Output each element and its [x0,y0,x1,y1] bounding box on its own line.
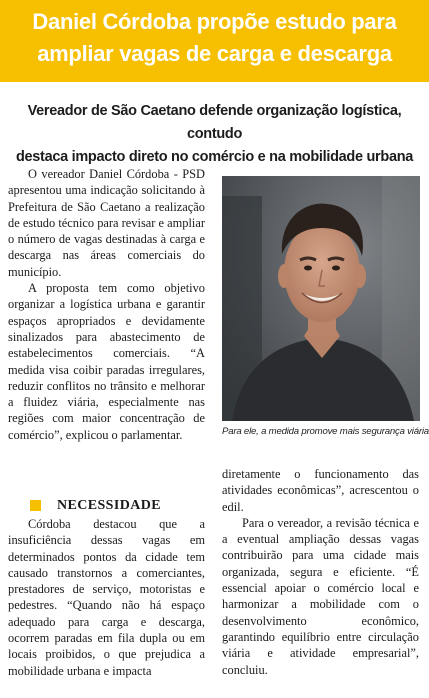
article-paragraph-3-continuation: diretamente o funcionamento das atividades econômicas”, acrescentou o edil. [222,467,419,514]
subheadline-line-2: destaca impacto direto no comércio e na mobilidade urbana [15,149,414,165]
article-column-right [222,466,419,678]
article-paragraph-2: A proposta tem como objetivo organizar a logística urbana e garantir espaços apropriados e devidamente sinalizados para abastecimento de estabelecimentos comerciais. “A medida visa coibir paradas irregulares, reduzir conflitos no trânsito e melhorar a fluidez viária, especialmente nas regiões com maior concentração de comércio”, explicou o parlamentar. [8,281,205,442]
subheadline [0,100,429,169]
article-paragraph-4: Para o vereador, a revisão técnica e a eventual ampliação dessas vagas contribuirão para uma cidade mais organizada, segura e eficiente. “É essencial apoiar o comércio local e harmonizar a mobilidade com o desenvolvimento econômico, garantindo equilíbrio entre circulação viária e atividade empresarial”, concluiu. [222,515,419,677]
article-column-left-lower [8,516,205,679]
article-column-left [8,166,205,443]
section-title: NECESSIDADE [57,498,161,513]
article-paragraph-3: Córdoba destacou que a insuficiência dessas vagas em determinados pontos da cidade tem causado transtornos a comerciantes, prestadores de serviço, motoristas e pedestres. “Quando não há espaço adequado para carga e descarga, ocorrem paradas em fila dupla ou em locais proibidos, o que prejudica a mobilidade urbana e impacta [8,517,205,678]
section-heading [30,497,210,515]
headline-line-2: ampliar vagas de carga e descarga [37,41,392,66]
article-paragraph-1: O vereador Daniel Córdoba - PSD apresentou uma indicação solicitando à Prefeitura de São Caetano a realização de estudo técnico para revisar e ampliar o número de vagas destinadas à carga e descarga nas áreas comerciais do município. [8,167,205,279]
portrait-photo [222,176,420,421]
headline [0,0,429,82]
section-square-icon [30,500,41,511]
portrait-illustration [222,176,420,421]
headline-line-1: Daniel Córdoba propõe estudo para [32,9,397,34]
photo-caption: Para ele, a medida promove mais segurança viária [222,426,429,437]
subheadline-line-1: Vereador de São Caetano defende organização logística, contudo [27,103,402,142]
